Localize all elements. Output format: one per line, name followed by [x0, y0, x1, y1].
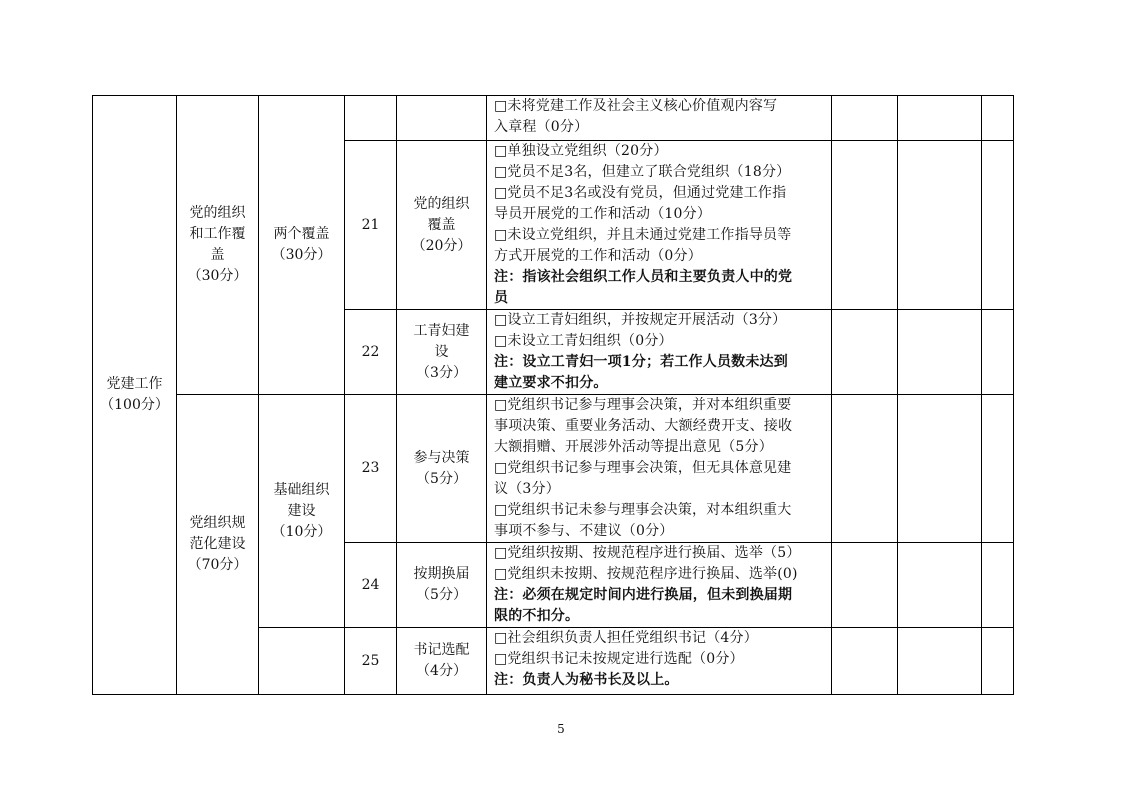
section-title-cell	[93, 96, 177, 695]
item-name-cell-line: （3分）	[416, 364, 467, 381]
item-name-cell-line: 党的组织	[413, 195, 470, 212]
item-name-cell-line: 设	[434, 343, 449, 360]
item-name-cell	[397, 628, 487, 695]
criteria-content	[487, 310, 832, 395]
item-name-cell-line: （5分）	[416, 587, 467, 603]
self-score-cell	[832, 310, 898, 395]
criteria-option: 议（3分）	[494, 481, 560, 497]
criteria-option: □党组织按期、按规范程序进行换届、选举（5）	[494, 545, 801, 561]
item-number: 25	[345, 628, 397, 695]
table-row	[93, 395, 1014, 543]
self-score-cell	[832, 141, 898, 310]
category-cell-line: 党的组织	[189, 205, 246, 221]
criteria-option: □党组织书记未按规定进行选配（0分）	[494, 651, 744, 667]
criteria-option: □党组织未按期、按规范程序进行换届、选举(0)	[494, 566, 798, 582]
subcategory-cell-line: 基础组织	[273, 481, 330, 498]
review-score-cell	[898, 96, 982, 141]
item-name-cell-line: 按期换届	[413, 566, 470, 582]
subcategory-cell-line: （30分）	[271, 247, 332, 263]
criteria-option: □党员不足3名，但建立了联合党组织（18分）	[494, 164, 791, 180]
item-name-cell-line: 参与决策	[413, 449, 470, 466]
review-score-cell	[898, 141, 982, 310]
self-score-cell	[832, 395, 898, 543]
criteria-option: □党员不足3名或没有党员，但通过党建工作指	[494, 185, 787, 201]
remarks-cell	[982, 96, 1014, 141]
subcategory-cell	[259, 96, 345, 395]
page-number: 5	[557, 722, 565, 736]
criteria-content	[487, 141, 832, 310]
criteria-option: □社会组织负责人担任党组织书记（4分）	[494, 630, 758, 646]
remarks-cell	[982, 628, 1014, 695]
item-name-cell-line: （4分）	[416, 663, 467, 679]
criteria-content	[487, 628, 832, 695]
criteria-option: 入章程（0分）	[494, 119, 589, 135]
item-name-cell-line: 覆盖	[427, 216, 456, 233]
criteria-option: □未将党建工作及社会主义核心价值观内容写	[494, 98, 778, 114]
item-number: 24	[345, 543, 397, 628]
self-score-cell	[832, 628, 898, 695]
category-cell-line: 盖	[210, 247, 225, 263]
item-number: 23	[345, 395, 397, 543]
item-name-cell	[397, 543, 487, 628]
category-cell-line: 范化建设	[189, 536, 246, 552]
section-title: 党建工作	[106, 376, 163, 392]
item-name-cell	[397, 310, 487, 395]
table-row	[93, 96, 1014, 141]
criteria-note: 建立要求不扣分。	[494, 375, 608, 391]
criteria-content	[487, 96, 832, 141]
criteria-content	[487, 543, 832, 628]
remarks-cell	[982, 141, 1014, 310]
subcategory-cell-line: 两个覆盖	[273, 226, 330, 242]
category-cell	[177, 395, 259, 695]
criteria-option: □未设立工青妇组织（0分）	[494, 333, 673, 349]
self-score-cell	[832, 96, 898, 141]
category-cell-line: （70分）	[187, 557, 248, 573]
review-score-cell	[898, 628, 982, 695]
criteria-note: 注：设立工青妇一项1分；若工作人员数未达到	[494, 354, 788, 370]
evaluation-table	[92, 95, 1014, 695]
criteria-note: 注：负责人为秘书长及以上。	[494, 672, 679, 688]
category-cell-line: 党组织规	[189, 515, 246, 531]
item-number: 22	[345, 310, 397, 395]
category-cell-line: （30分）	[187, 268, 248, 284]
item-name-cell-line: （5分）	[416, 470, 467, 487]
criteria-option: 事项决策、重要业务活动、大额经费开支、接收	[494, 418, 793, 434]
category-cell-line: 和工作覆	[189, 226, 246, 242]
remarks-cell	[982, 395, 1014, 543]
criteria-note: 限的不扣分。	[494, 608, 580, 624]
section-score: （100分）	[100, 397, 169, 413]
criteria-option: 方式开展党的工作和活动（0分）	[494, 248, 702, 264]
item-name-cell-line: （20分）	[411, 237, 472, 254]
item-number	[345, 96, 397, 141]
criteria-option: □党组织书记参与理事会决策，并对本组织重要	[494, 397, 792, 413]
criteria-note: 注：必须在规定时间内进行换届，但未到换届期	[494, 587, 793, 603]
item-number: 21	[345, 141, 397, 310]
subcategory-cell	[259, 395, 345, 628]
criteria-note: 注：指该社会组织工作人员和主要负责人中的党	[494, 269, 793, 285]
criteria-option: 导员开展党的工作和活动（10分）	[494, 206, 712, 222]
item-name-cell	[397, 141, 487, 310]
criteria-note: 员	[494, 290, 509, 306]
remarks-cell	[982, 310, 1014, 395]
self-score-cell	[832, 543, 898, 628]
criteria-option: □党组织书记未参与理事会决策，对本组织重大	[494, 502, 792, 518]
item-name-cell-line: 书记选配	[413, 642, 470, 658]
criteria-option: □单独设立党组织（20分）	[494, 143, 668, 159]
subcategory-cell-line: 建设	[287, 502, 316, 519]
review-score-cell	[898, 310, 982, 395]
item-name-cell	[397, 96, 487, 141]
criteria-content	[487, 395, 832, 543]
subcategory-cell	[259, 628, 345, 695]
criteria-option: 事项不参与、不建议（0分）	[494, 523, 674, 539]
item-name-cell-line: 工青妇建	[413, 322, 470, 339]
category-cell	[177, 96, 259, 395]
review-score-cell	[898, 395, 982, 543]
criteria-option: □党组织书记参与理事会决策，但无具体意见建	[494, 460, 792, 476]
remarks-cell	[982, 543, 1014, 628]
review-score-cell	[898, 543, 982, 628]
item-name-cell	[397, 395, 487, 543]
criteria-option: □设立工青妇组织，并按规定开展活动（3分）	[494, 312, 787, 328]
subcategory-cell-line: （10分）	[271, 523, 332, 540]
criteria-option: □未设立党组织，并且未通过党建工作指导员等	[494, 227, 792, 243]
criteria-option: 大额捐赠、开展涉外活动等提出意见（5分）	[494, 439, 773, 455]
